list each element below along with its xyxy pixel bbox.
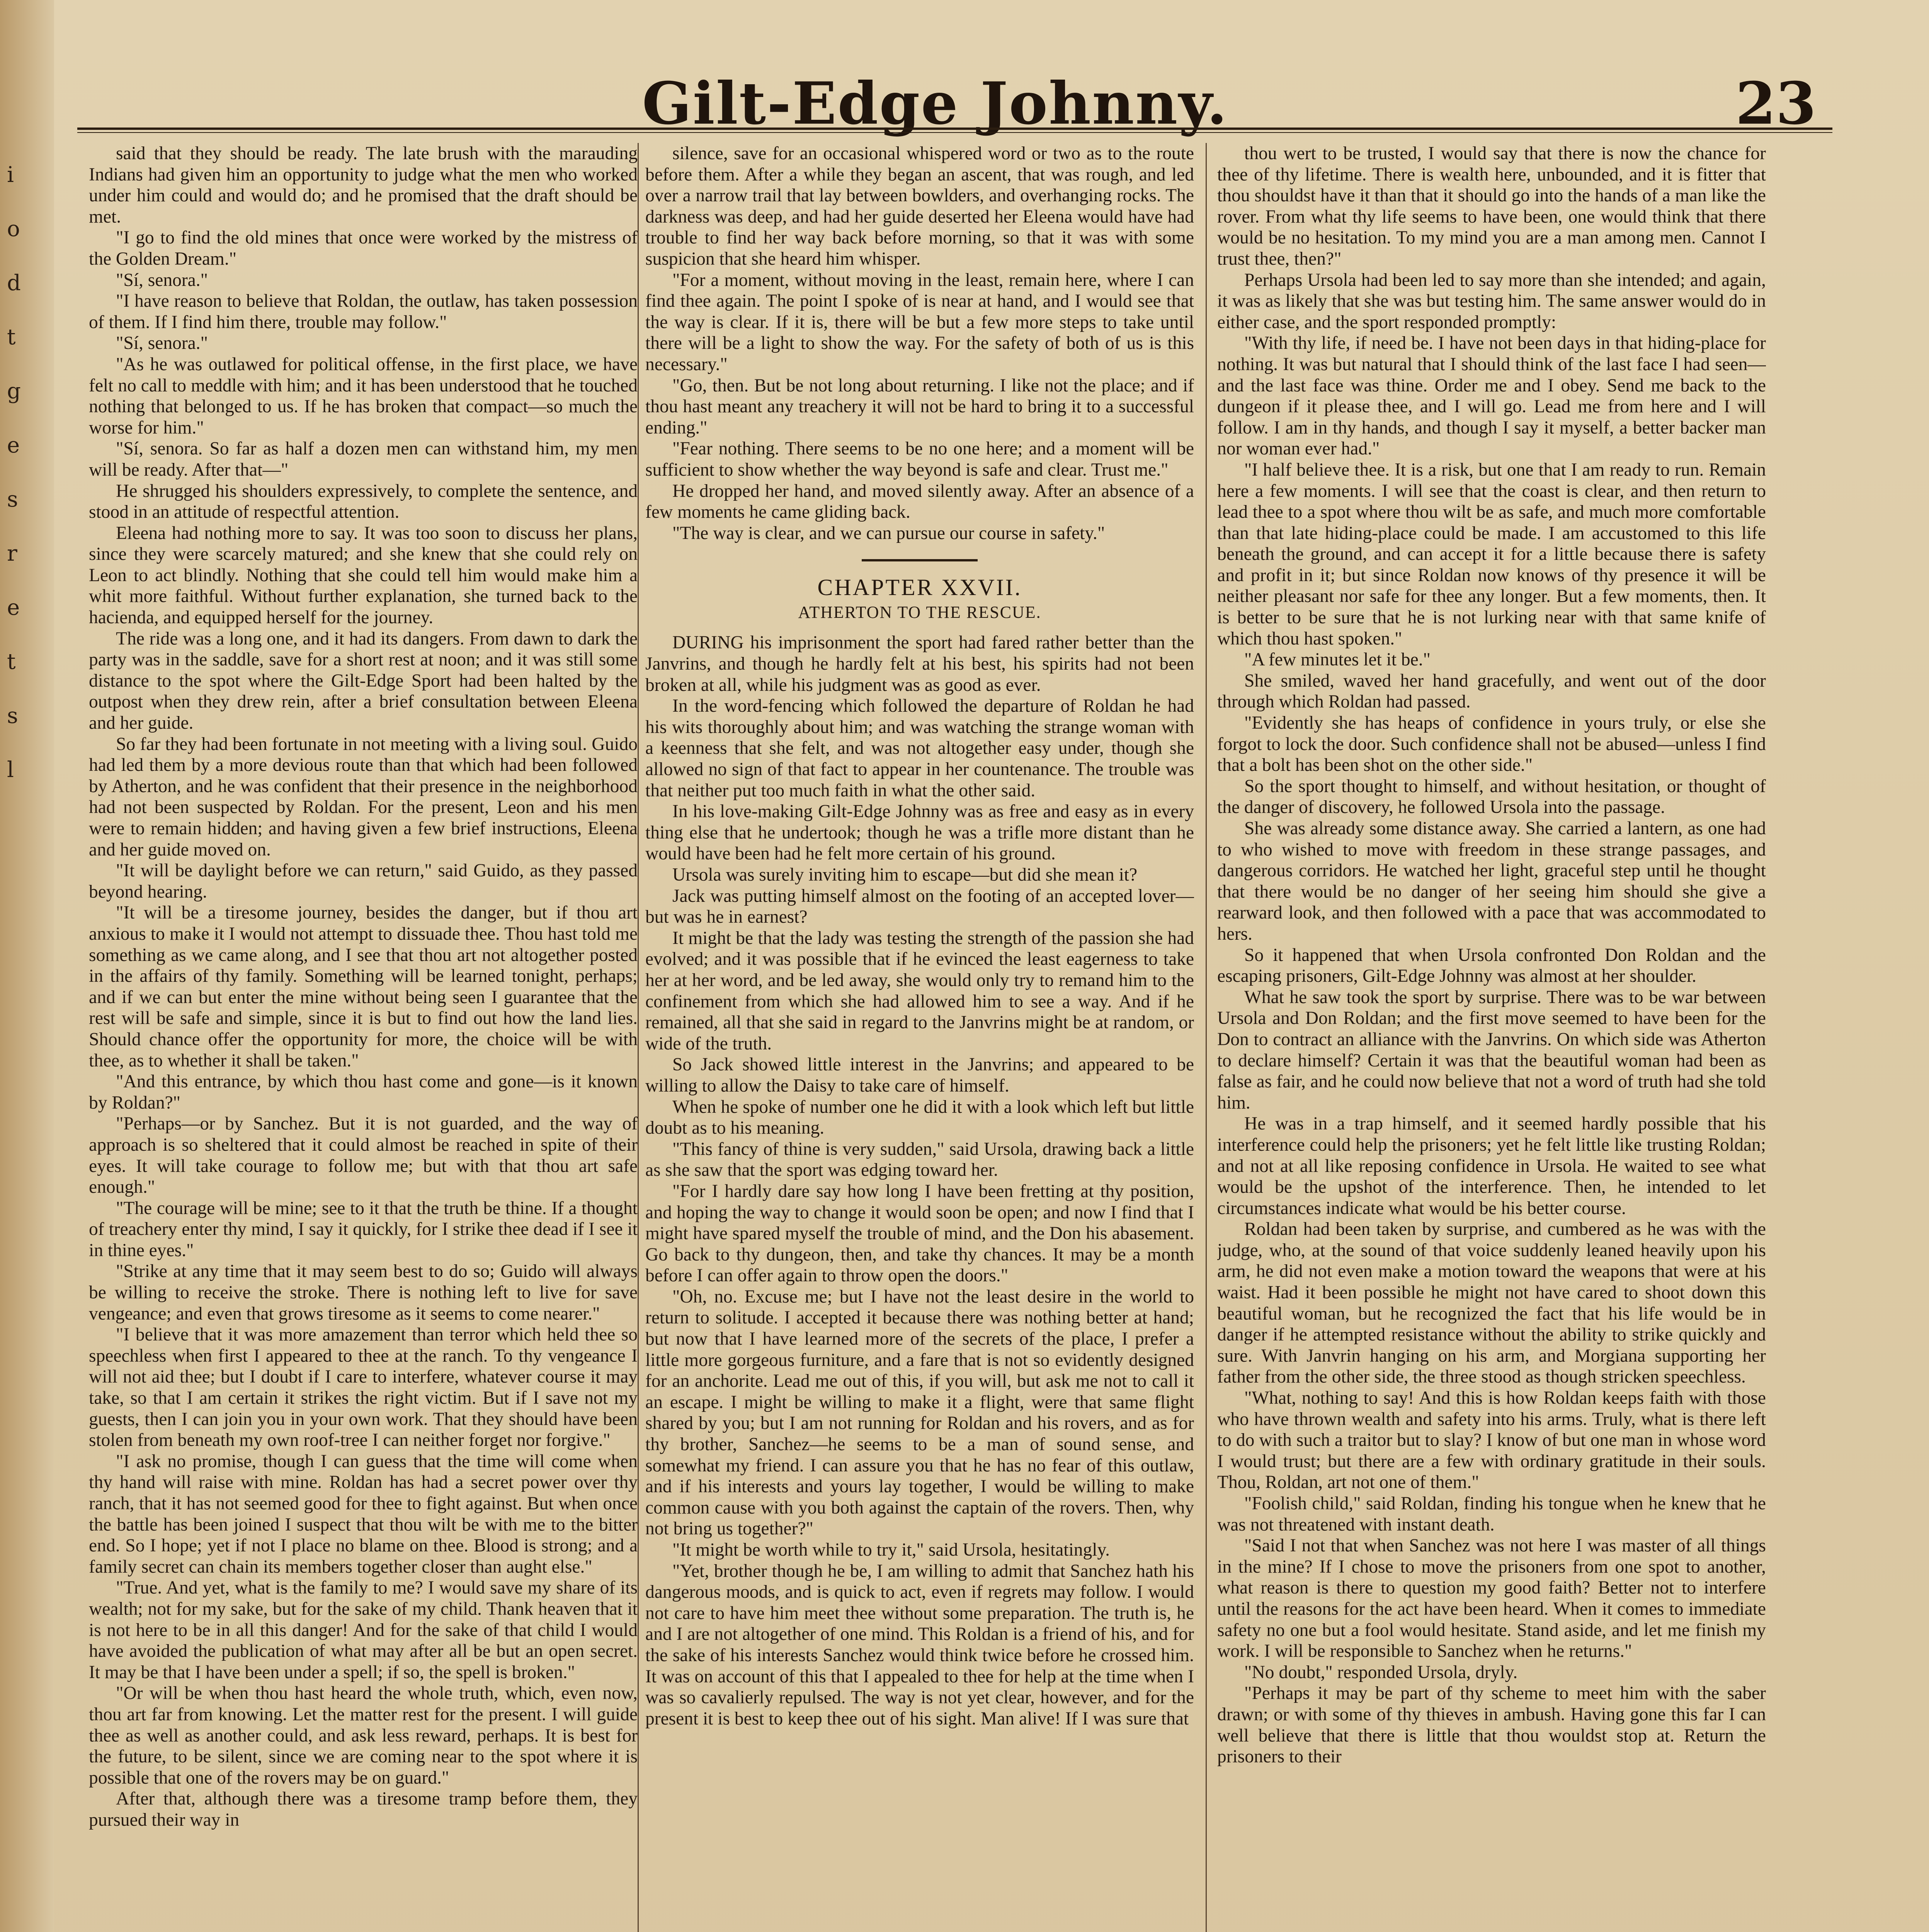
paragraph: "True. And yet, what is the family to me? I would save my share of its wealth; not for my sake, but for the sake of my child. Thank heaven that it is not here to be in all this danger! And for the sake of that child I would have avoided the publication of what may after all be but an open secret. It may be that I have been under a spell; if so, the spell is broken." bbox=[89, 1578, 638, 1682]
paragraph: "Oh, no. Excuse me; but I have not the least desire in the world to return to solitude. I accepted it because there was nothing better at hand; but now that I have learned more of the secrets of the place, I prefer a little more gorgeous furniture, and a fare that is not so evidently designed for an anchorite. Lead me out of this, if you will, but ask me not to call it an escape. I might be willing to make it a flight, were that same flight shared by you; but I am not running for Roldan and his rovers, and as for thy brother, Sanchez—he seems to be a man of sound sense, and somewhat my friend. I can assure you that he has no fear of this outlaw, and if his interests and yours lay together, I would be willing to make common cause with you both against the captain of the rovers. Then, why not bring us together?" bbox=[645, 1286, 1194, 1539]
paragraph: "For I hardly dare say how long I have been fretting at thy position, and hoping the way to change it would soon be open; and now I find that I might have spared myself the trouble of mind, and the Don his abasement. Go back to thy dungeon, then, and take thy chances. It may be a month before I can offer again to throw open the doors." bbox=[645, 1181, 1194, 1286]
paragraph: So the sport thought to himself, and without hesitation, or thought of the danger of discovery, he followed Ursola into the passage. bbox=[1217, 776, 1766, 818]
paragraph: Roldan had been taken by surprise, and cumbered as he was with the judge, who, at the sound of that voice suddenly leaned heavily upon his arm, he did not even make a motion toward the weapons that were at his waist. Had it been possible he might not have cared to shoot down this beautiful woman, but he recognized the fact that his life would be in danger if he attempted resistance without the ability to strike quickly and sure. With Janvrin hanging on his arm, and Morgiana supporting her father from the other side, the three stood as though stricken speechless. bbox=[1217, 1219, 1766, 1387]
text-column-3 bbox=[1217, 143, 1766, 1932]
paragraph: "The way is clear, and we can pursue our course in safety." bbox=[672, 523, 1105, 543]
paragraph: "I ask no promise, though I can guess that the time will come when thy hand will raise with mine. Roldan has had a secret power over thy ranch, that it has not seemed good for thee to fight against. But when once the battle has been joined I suspect that thou wilt be with me to the bitter end. So I hope; yet if not I place no blame on thee. Blood is strong; and a family secret can chain its members together closer than aught else." bbox=[89, 1451, 638, 1577]
paragraph: "I believe that it was more amazement than terror which held thee so speechless when first I appeared to thee at the ranch. To thy vengeance I will not aid thee; but I doubt if I care to interfere, whatever course it may take, so that I am certain it strikes the right victim. But if I save not my guests, then I can join you in your own work. That they should have been stolen from beneath my own roof-tree I can neither forget nor forgive." bbox=[89, 1325, 638, 1451]
paragraph: So it happened that when Ursola confronted Don Roldan and the escaping prisoners, Gilt-Edge Johnny was almost at her shoulder. bbox=[1217, 945, 1766, 986]
edge-fragment: t bbox=[7, 325, 16, 350]
paragraph: Ursola was surely inviting him to escape—but did she mean it? bbox=[672, 865, 1138, 885]
paragraph: "For a moment, without moving in the least, remain here, where I can find thee again. The point I spoke of is near at hand, and I would see that the way is clear. If it is, there will be but a few more steps to take until there will be a light to show the way. For the safety of both of us is this necessary." bbox=[645, 270, 1194, 374]
paragraph: "With thy life, if need be. I have not been days in that hiding-place for nothing. It was but natural that I should think of the last face I had seen—and the last face was thine. Order me and I obey. Send me back to the dungeon if it please thee, and I will go. Lead me from here and I will follow. I am in thy hands, and though I say it myself, a better backer man nor woman ever had." bbox=[1217, 333, 1766, 459]
paragraph: So far they had been fortunate in not meeting with a living soul. Guido had led them by a more devious route than that which had been followed by Atherton, and he was confident that their presence in the neighborhood had not been suspected by Roldan. For the present, Leon and his men were to remain hidden; and having given a few brief instructions, Eleena and her guide moved on. bbox=[89, 734, 638, 860]
edge-fragment: s bbox=[7, 487, 18, 512]
column-divider bbox=[1206, 143, 1207, 1932]
paragraph: In his love-making Gilt-Edge Johnny was as free and easy as in every thing else that he undertook; though he was a trifle more distant than he would have been had he felt more certain of his ground. bbox=[645, 801, 1194, 864]
paragraph: "Yet, brother though he be, I am willing to admit that Sanchez hath his dangerous moods, and is quick to act, even if regrets may follow. I would not care to have him meet thee without some preparation. The truth is, he and I are not altogether of one mind. This Roldan is a friend of his, and for the sake of his interests Sanchez would think twice before he crossed him. It was on account of this that I appealed to thee for help at the time when I was so cavalierly repulsed. The way is not yet clear, however, and for the present it is best to keep thee out of his sight. Man alive! If I was sure that bbox=[645, 1561, 1194, 1729]
paragraph: DURING his imprisonment the sport had fared rather better than the Janvrins, and though he hardly felt at his best, his spirits had not been broken at all, while his judgment was as good as ever. bbox=[645, 633, 1194, 695]
paragraph: "It will be daylight before we can return," said Guido, as they passed beyond hearing. bbox=[89, 861, 638, 902]
paragraph: "Sí, senora. So far as half a dozen men can withstand him, my men will be ready. After that—" bbox=[89, 439, 638, 480]
paragraph: So Jack showed little interest in the Janvrins; and appeared to be willing to allow the Daisy to take care of himself. bbox=[645, 1054, 1194, 1096]
paragraph: "And this entrance, by which thou hast come and gone—is it known by Roldan?" bbox=[89, 1071, 638, 1113]
edge-fragment: o bbox=[7, 216, 20, 242]
edge-fragment: r bbox=[7, 541, 17, 566]
paragraph: "It will be a tiresome journey, besides the danger, but if thou art anxious to make it I would not attempt to dissuade thee. Thou hast told me something as we came along, and I see that thou art not altogether posted in the affairs of thy family. Something will be learned tonight, perhaps; and if we can but enter the mine without being seen I guarantee that the rest will be safe and simple, since it is but to find out how the land lies. Should chance offer the opportunity for more, the choice will be with thee, as to whether it shall be taken." bbox=[89, 903, 638, 1071]
page-number: 23 bbox=[1735, 70, 1816, 138]
chapter-subheading: ATHERTON TO THE RESCUE. bbox=[798, 602, 1041, 622]
paragraph: "Sí, senora." bbox=[116, 270, 208, 290]
paragraph: "I go to find the old mines that once were worked by the mistress of the Golden Dream." bbox=[89, 228, 638, 269]
paragraph: After that, although there was a tiresome tramp before them, they pursued their way in bbox=[89, 1789, 638, 1830]
paragraph: "Foolish child," said Roldan, finding his tongue when he knew that he was not threatened with instant death. bbox=[1217, 1493, 1766, 1535]
paragraph: silence, save for an occasional whispered word or two as to the route before them. After a while they began an ascent, that was rough, and led over a narrow trail that lay between bowlders, and overhanging rocks. The darkness was deep, and had her guide deserted her Eleena would have had trouble to find her way back before morning, so that it was with some suspicion that she heard him whisper. bbox=[645, 143, 1194, 269]
paragraph: "A few minutes let it be." bbox=[1244, 650, 1431, 670]
paragraph: Perhaps Ursola had been led to say more than she intended; and again, it was as likely that she was but testing him. The same answer would do in either case, and the sport responded promptly: bbox=[1217, 270, 1766, 332]
edge-fragment: e bbox=[7, 595, 20, 620]
paragraph: "Go, then. But be not long about returning. I like not the place; and if thou hast meant any treachery it will not be hard to bring it to a successful ending." bbox=[645, 375, 1194, 438]
page-title: Gilt-Edge Johnny. bbox=[642, 70, 1228, 138]
paragraph: What he saw took the sport by surprise. There was to be war between Ursola and Don Roldan; and the first move seemed to have been for the Don to contract an alliance with the Janvrins. On which side was Atherton to declare himself? Certain it was that the beautiful woman had been as false as fair, and he could now believe that not a word of truth had she told him. bbox=[1217, 987, 1766, 1113]
paragraph: He shrugged his shoulders expressively, to complete the sentence, and stood in an attitude of respectful attention. bbox=[89, 481, 638, 522]
edge-fragment: i bbox=[7, 162, 14, 187]
paragraph: "Perhaps it may be part of thy scheme to meet him with the saber drawn; or with some of thy thieves in ambush. Having gone this far I can well believe that there is little that thou wouldst stop at. Return the prisoners to their bbox=[1217, 1683, 1766, 1767]
header-rule bbox=[77, 128, 1832, 133]
paragraph: "I have reason to believe that Roldan, the outlaw, has taken possession of them. If I find him there, trouble may follow." bbox=[89, 291, 638, 332]
adjacent-page-edge bbox=[0, 0, 54, 1932]
paragraph: "I half believe thee. It is a risk, but one that I am ready to run. Remain here a few moments. I will see that the coast is clear, and then return to lead thee to a spot where thou wilt be as safe, and much more comfortable than that late hiding-place could be made. I am accustomed to this life beneath the ground, and can accept it for a little because there is safety and profit in it; but since Roldan now knows of thy presence it will be neither pleasant nor safe for thee any longer. But a few moments, then. It is better to be sure that he is not lurking near with that same knife of which thou hast spoken." bbox=[1217, 459, 1766, 649]
edge-fragment: l bbox=[7, 757, 14, 782]
paragraph: When he spoke of number one he did it with a look which left but little doubt as to his meaning. bbox=[645, 1097, 1194, 1138]
paragraph: She was already some distance away. She carried a lantern, as one had to who wished to move with freedom in these strange passages, and dangerous corridors. He watched her light, graceful step until he thought that there would be no danger of her seeing him should she give a rearward look, and then followed with a pace that was accommodated to hers. bbox=[1217, 818, 1766, 944]
paragraph: The ride was a long one, and it had its dangers. From dawn to dark the party was in the saddle, save for a short rest at noon; and it was still some distance to the spot where the Gilt-Edge Sport had been halted by the outpost when they drew rein, after a brief consultation between Eleena and her guide. bbox=[89, 628, 638, 733]
text-column-1 bbox=[89, 143, 638, 1932]
paragraph: "The courage will be mine; see to it that the truth be thine. If a thought of treachery enter thy mind, I say it quickly, for I strike thee dead if I see it in thine eyes." bbox=[89, 1198, 638, 1260]
paragraph: "It might be worth while to try it," said Ursola, hesitatingly. bbox=[672, 1540, 1110, 1560]
paragraph: "Said I not that when Sanchez was not here I was master of all things in the mine? If I chose to move the prisoners from one spot to another, what reason is there to question my good faith? Better not to interfere until the reasons for the act have been heard. When it comes to immediate safety no one but a fool would hesitate. Stand aside, and let me finish my work. I will be responsible to Sanchez when he returns." bbox=[1217, 1536, 1766, 1662]
paragraph: Jack was putting himself almost on the footing of an accepted lover—but was he in earnest? bbox=[645, 886, 1194, 927]
paragraph: He dropped her hand, and moved silently away. After an absence of a few moments he came gliding back. bbox=[645, 481, 1194, 522]
paragraph: thou wert to be trusted, I would say that there is now the chance for thee of thy lifetime. There is wealth here, unbounded, and it is fitter that thou shouldst have it than that it should go into the hands of a man like the rover. From what thy life seems to have been, one would think that there would be no hesitation. To my mind you are a man among men. Cannot I trust thee, then?" bbox=[1217, 143, 1766, 269]
edge-fragment: s bbox=[7, 703, 18, 728]
paragraph: It might be that the lady was testing the strength of the passion she had evolved; and it was possible that if he evinced the least eagerness to take her at her word, and be led away, she would only try to remand him to the confinement from which she had allowed him to see a way. And if he remained, all that she said in regard to the Janvrins might be at random, or wide of the truth. bbox=[645, 928, 1194, 1054]
paragraph: Eleena had nothing more to say. It was too soon to discuss her plans, since they were scarcely matured; and she knew that she could rely on Leon to act blindly. Nothing that she could tell him would make him a whit more faithful. Without further explanation, she turned back to the hacienda, and equipped herself for the journey. bbox=[89, 523, 638, 628]
paragraph: "Sí, senora." bbox=[116, 333, 208, 354]
paragraph: In the word-fencing which followed the departure of Roldan he had his wits thoroughly about him; and was watching the strange woman with a keenness that she felt, and was not altogether easy under, though she allowed no sign of that fact to appear in her countenance. The trouble was that neither put too much faith in what the other said. bbox=[645, 696, 1194, 801]
paragraph: "Fear nothing. There seems to be no one here; and a moment will be sufficient to show whether the way beyond is safe and clear. Trust me." bbox=[645, 439, 1194, 480]
chapter-heading: CHAPTER XXVII. bbox=[817, 575, 1022, 600]
edge-fragment: d bbox=[7, 270, 21, 296]
column-divider bbox=[638, 143, 639, 1932]
edge-fragment: t bbox=[7, 649, 16, 674]
paragraph: "This fancy of thine is very sudden," said Ursola, drawing back a little as she saw that the sport was edging toward her. bbox=[645, 1139, 1194, 1180]
paragraph: "No doubt," responded Ursola, dryly. bbox=[1244, 1662, 1518, 1682]
paragraph: She smiled, waved her hand gracefully, and went out of the door through which Roldan had passed. bbox=[1217, 670, 1766, 712]
paragraph: said that they should be ready. The late brush with the marauding Indians had given him an opportunity to judge what the men who worked under him could and would do; and he promised that the draft should be met. bbox=[89, 143, 638, 227]
page-header bbox=[54, 58, 1816, 138]
section-separator bbox=[862, 559, 978, 561]
paragraph: "Perhaps—or by Sanchez. But it is not guarded, and the way of approach is so sheltered that it could almost be reached in spite of their eyes. It will take courage to follow me; but with that thou art safe enough." bbox=[89, 1114, 638, 1197]
paragraph: He was in a trap himself, and it seemed hardly possible that his interference could help the prisoners; yet he felt little like trusting Roldan; and not at all like reposing confidence in Ursola. He waited to see what would be the upshot of the interference. Then, he intended to let circumstances indicate what would be his better course. bbox=[1217, 1114, 1766, 1218]
paragraph: "Strike at any time that it may seem best to do so; Guido will always be willing to receive the stroke. There is nothing left to live for save vengeance; and even that grows tiresome as it seems to come nearer." bbox=[89, 1261, 638, 1324]
text-column-2 bbox=[645, 143, 1194, 1932]
paragraph: "Evidently she has heaps of confidence in yours truly, or else she forgot to lock the door. Such confidence shall not be abused—unless I find that a bolt has been shot on the other side." bbox=[1217, 713, 1766, 776]
edge-fragment: g bbox=[7, 379, 21, 404]
edge-fragment: e bbox=[7, 433, 20, 458]
paragraph: "Or will be when thou hast heard the whole truth, which, even now, thou art far from knowing. Let the matter rest for the present. I will guide thee as well as another could, and ask less reward, perhaps. It is best for the future, to be silent, since we are coming near to the spot where it is possible that one of the rovers may be on guard." bbox=[89, 1683, 638, 1788]
paragraph: "As he was outlawed for political offense, in the first place, we have felt no call to meddle with him; and it has been understood that he touched nothing that belonged to us. If he has broken that compact—so much the worse for him." bbox=[89, 354, 638, 438]
paragraph: "What, nothing to say! And this is how Roldan keeps faith with those who have thrown wealth and safety into his arms. Truly, what is there left to do with such a traitor but to slay? I know of but one man in whose word I would trust; but there are a few with ordinary gratitude in their souls. Thou, Roldan, art not one of them." bbox=[1217, 1388, 1766, 1493]
